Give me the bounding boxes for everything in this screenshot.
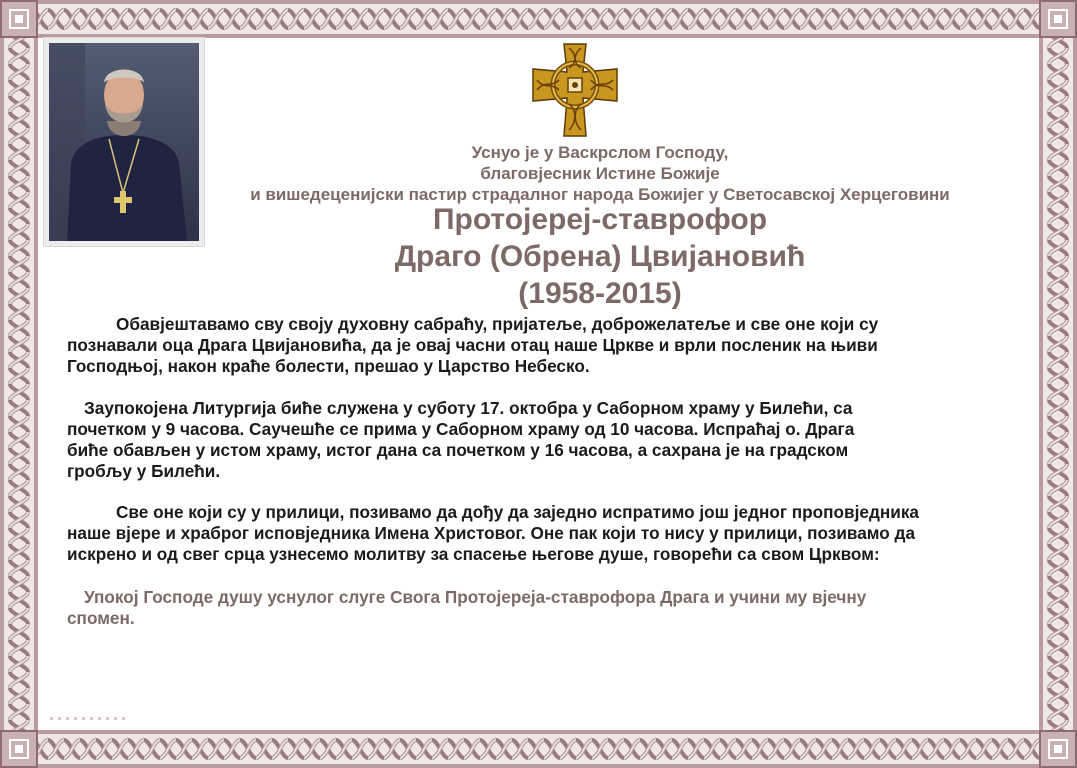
heading-line-2: благовјесник Истине Божије — [480, 164, 720, 183]
border-bottom — [0, 730, 1077, 768]
text-line: гробљу у Билећи. — [67, 461, 221, 481]
text-line: наше вјере и храброг исповједника Имена Христовог. Оне пак који то нису у прилици, позивамо да — [67, 523, 916, 543]
corner-top-left — [0, 0, 38, 38]
heading-line-3: и вишедеценијски пастир страдалног народа Божијег у Светосавској Херцеговини — [250, 185, 950, 204]
border-right — [1039, 0, 1077, 768]
border-top — [0, 0, 1077, 38]
title-name: Драго (Обрена) Цвијановић — [394, 240, 806, 273]
text-line: искрено и од свег срца узнесемо молитву за спасење његове душе, говорећи са свом Црквом: — [67, 544, 880, 564]
heading-line-1: Уснуо је у Васкрслом Господу, — [471, 143, 729, 162]
text-line: спомен. — [67, 608, 135, 628]
text-line: почетком у 9 часова. Саучешће се прима у Саборном храму од 10 часова. Испраћај о. Драга — [67, 419, 855, 439]
text-line: Обавјештавамо сву своју духовну сабраћу, пријатеље, доброжелатеље и све оне који су — [116, 314, 879, 334]
paragraph-announcement — [67, 314, 1032, 377]
text-line: Све оне који су у прилици, позивамо да дођу да заједно испратимо још једног проповједника — [116, 502, 919, 522]
text-line: Упокој Господе душу уснулог слуге Свога Протојереја-ставрофора Драга и учини му вјечну — [84, 587, 867, 607]
paragraph-schedule — [67, 398, 1032, 482]
celtic-cross-icon — [531, 42, 619, 143]
scan-specks — [50, 717, 130, 720]
text-line: Заупокојена Литургија биће служена у суботу 17. октобра у Саборном храму у Билећи, са — [84, 398, 853, 418]
corner-bottom-left — [0, 730, 38, 768]
paragraph-invitation — [67, 502, 1032, 565]
text-line: познавали оца Драга Цвијановића, да је овај часни отац наше Цркве и врли посленик на њиви — [67, 335, 878, 355]
title-years: (1958-2015) — [518, 277, 682, 310]
corner-top-right — [1039, 0, 1077, 38]
corner-bottom-right — [1039, 730, 1077, 768]
title-rank: Протојереј-ставрофор — [432, 203, 768, 236]
text-line: Господњој, након краће болести, прешао у Царство Небеско. — [67, 356, 590, 376]
text-line: биће обављен у истом храму, истог дана са почетком у 16 часова, а сахрана је на градском — [67, 440, 849, 460]
border-left — [0, 0, 38, 768]
paragraph-prayer — [67, 587, 1032, 629]
